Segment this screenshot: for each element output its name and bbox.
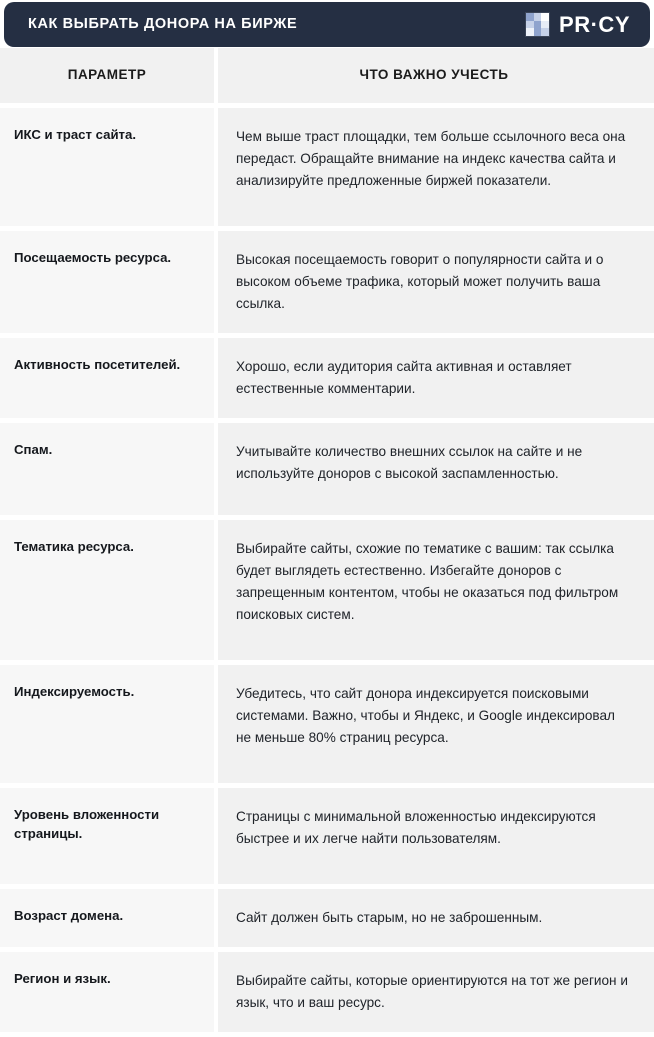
table-cell-parameter [0,520,214,660]
page-title: КАК ВЫБРАТЬ ДОНОРА НА БИРЖЕ [28,16,298,33]
table-cell-detail [218,952,654,1032]
table-cell-detail [218,520,654,660]
pixel-grid-logo-icon [525,12,550,37]
parameter-label: Тематика ресурса. [14,539,134,555]
table-cell-detail [218,889,654,947]
brand-logo [525,12,630,37]
table-cell-parameter [0,952,214,1032]
table-row [0,665,654,783]
parameter-label: ИКС и траст сайта. [14,127,137,142]
table-cell-detail [218,338,654,418]
table-cell-parameter [0,423,214,515]
brand-name: PR·CY [559,11,630,37]
table-row [0,231,654,333]
detail-text: Убедитесь, что сайт донора индексируется поисковыми системами. Важно, чтобы и Яндекс, и Google индексировал не меньше 80% страниц ресурса. [236,686,615,746]
detail-text: Учитывайте количество внешних ссылок на сайте и не используйте доноров с высокой заспамленностью. [236,444,583,482]
column-header-parameter: ПАРАМЕТР [67,67,147,83]
parameter-label: Активность посетителей. [14,357,181,373]
detail-text: Сайт должен быть старым, но не заброшенным. [236,910,543,926]
detail-text: Высокая посещаемость говорит о популярности сайта и о высоком объеме трафика, который может получить ваша ссылка. [236,252,604,312]
header-banner [4,2,650,47]
parameter-label: Регион и язык. [14,971,111,987]
table-row [0,952,654,1032]
table-cell-detail [218,788,654,884]
detail-text: Выбирайте сайты, схожие по тематике с вашим: так ссылка будет выглядеть естественно. Избегайте доноров с запрещенным контентом, чтобы не оказаться под фильтром поисковых систем. [236,541,619,623]
table-cell-detail [218,423,654,515]
table-row [0,520,654,660]
table-header-row [0,48,654,103]
table-cell-parameter [0,231,214,333]
detail-text: Страницы с минимальной вложенностью индексируются быстрее и их легче найти пользователям. [236,809,596,847]
table-row [0,889,654,947]
table-header-cell-param [0,48,214,103]
detail-text: Чем выше траст площадки, тем больше ссылочного веса она передаст. Обращайте внимание на индекс качества сайта и анализируйте предложенные биржей показатели. [236,129,626,189]
table-header-cell-detail [218,48,654,103]
table-row [0,108,654,226]
table-cell-parameter [0,108,214,226]
parameter-label: Уровень вложенности страницы. [14,807,160,841]
table-cell-parameter [0,338,214,418]
table-row [0,788,654,884]
table-cell-parameter [0,665,214,783]
column-header-what-to-consider: ЧТО ВАЖНО УЧЕСТЬ [359,67,509,83]
table-row [0,338,654,418]
comparison-table [0,48,654,1037]
detail-text: Выбирайте сайты, которые ориентируются на тот же регион и язык, что и ваш ресурс. [236,973,628,1011]
detail-text: Хорошо, если аудитория сайта активная и оставляет естественные комментарии. [236,359,572,397]
table-cell-parameter [0,788,214,884]
table-cell-parameter [0,889,214,947]
parameter-label: Спам. [14,442,53,458]
table-cell-detail [218,108,654,226]
table-cell-detail [218,231,654,333]
table-cell-detail [218,665,654,783]
parameter-label: Возраст домена. [14,908,124,924]
parameter-label: Посещаемость ресурса. [14,250,172,265]
table-row [0,423,654,515]
parameter-label: Индексируемость. [14,684,135,700]
